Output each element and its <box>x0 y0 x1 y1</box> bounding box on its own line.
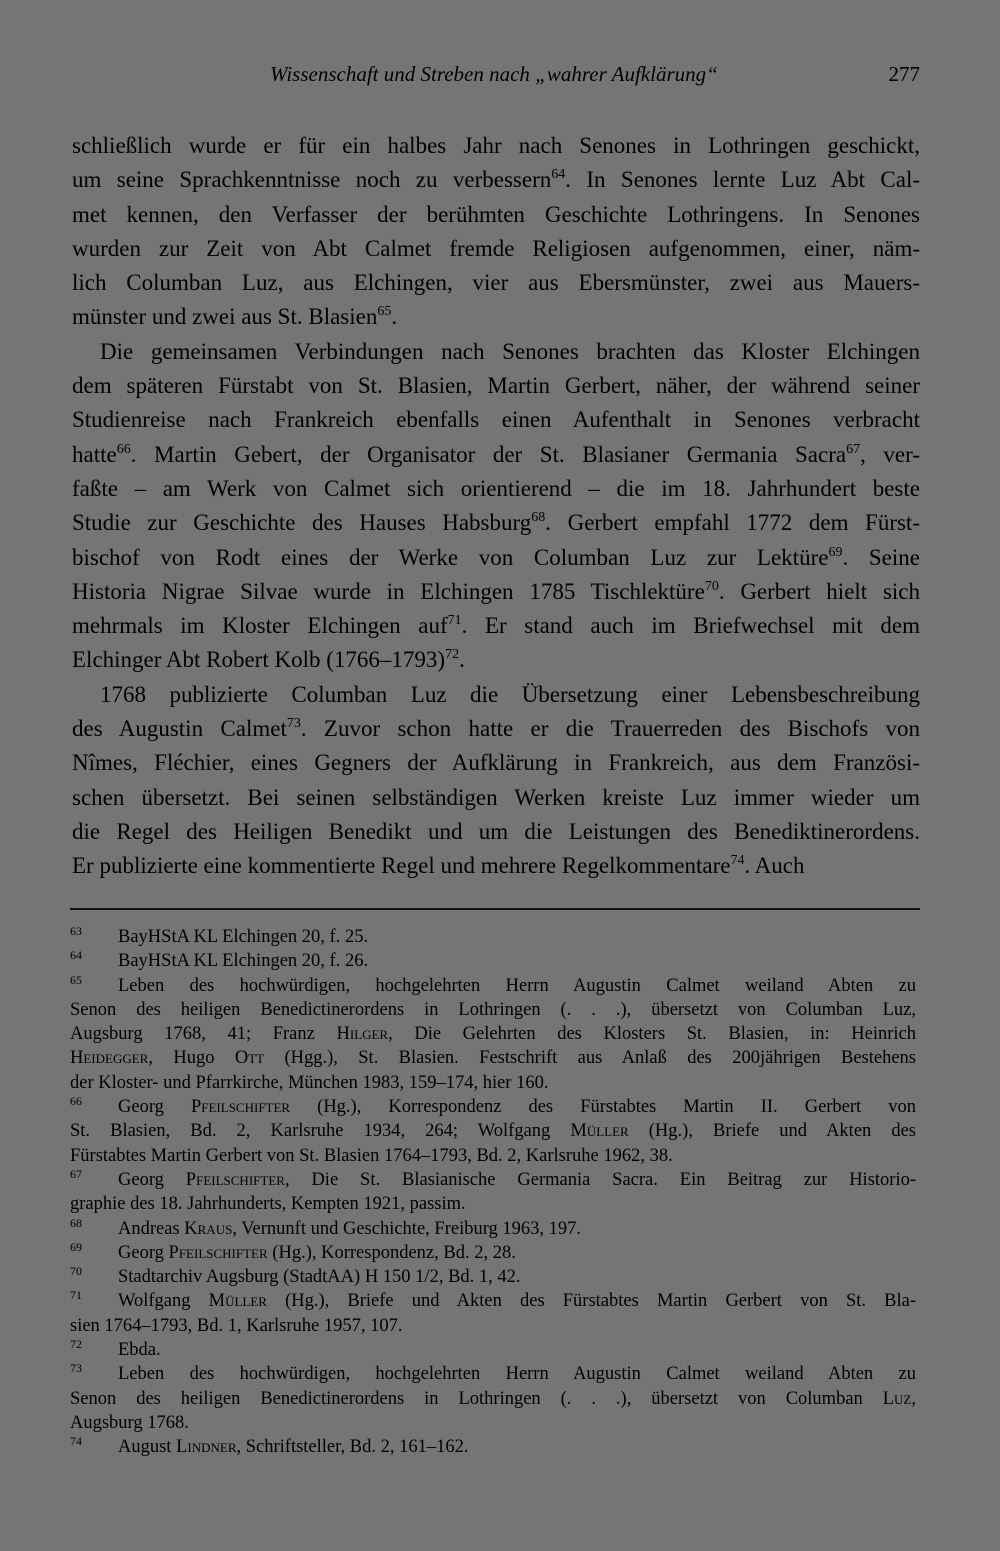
text-run: wurden zur Zeit von Abt Calmet fremde Religiosen aufgenommen, einer, näm- <box>72 235 920 261</box>
footnote-ref: 73 <box>286 716 301 732</box>
footnote-text: Heidegger, Hugo Ott (Hgg.), St. Blasien. Festschrift aus Anlaß des 200jährigen Bestehens <box>70 1048 916 1069</box>
footnote-text: Wolfgang Müller (Hg.), Briefe und Akten des Fürstabtes Martin Gerbert von St. Bla- <box>118 1291 916 1312</box>
text-line <box>72 129 920 163</box>
footnote-text: Stadtarchiv Augsburg (StadtAA) H 150 1/2, Bd. 1, 42. <box>118 1267 521 1288</box>
text-run: dem späteren Fürstabt von St. Blasien, Martin Gerbert, näher, der während seiner <box>72 373 920 399</box>
footnote-line: 70 Stadtarchiv Augsburg (StadtAA) H 150 1/2, Bd. 1, 42. <box>70 1264 521 1288</box>
footnote-line: 69 Georg Pfeilschifter (Hg.), Korrespondenz, Bd. 2, 28. <box>70 1239 516 1263</box>
footnote <box>70 925 916 949</box>
text-run: . <box>391 304 398 330</box>
text-line <box>72 198 920 232</box>
text-run: . Gerbert empfahl 1772 dem Fürst- <box>545 510 920 536</box>
text-run: Studienreise nach Frankreich ebenfalls einen Aufenthalt in Senones verbracht <box>72 407 920 433</box>
footnote-line: 72 Ebda. <box>70 1337 161 1361</box>
footnote-text: Leben des hochwürdigen, hochgelehrten Herrn Augustin Calmet weiland Abten zu <box>118 1364 916 1385</box>
footnote-text: Ebda. <box>118 1340 161 1361</box>
text-run: Nîmes, Fléchier, eines Gegners der Aufklärung in Frankreich, aus dem Französi- <box>72 750 920 776</box>
text-line <box>72 506 920 540</box>
footnote-text: August Lindner, Schriftsteller, Bd. 2, 161–162. <box>118 1437 469 1458</box>
text-run: mehrmals im Kloster Elchingen auf <box>72 613 448 639</box>
footnotes <box>70 925 916 1460</box>
footnote-line: 73 Leben des hochwürdigen, hochgelehrten Herrn Augustin Calmet weiland Abten zu <box>70 1361 916 1385</box>
text-run: faßte – am Werk von Calmet sich orientierend – die im 18. Jahrhundert beste <box>72 475 920 501</box>
text-line <box>72 472 920 506</box>
footnote-line <box>70 1192 916 1216</box>
text-line <box>72 232 920 266</box>
text-line <box>72 815 920 849</box>
footnote-text: Senon des heiligen Benedictinerordens in Lothringen (. . .), übersetzt von Columban Luz, <box>70 999 916 1020</box>
text-run: . Zuvor schon hatte er die Trauerreden des Bischofs von <box>300 716 920 742</box>
footnote-ref: 65 <box>377 304 392 320</box>
footnote-text: Georg Pfeilschifter (Hg.), Korrespondenz des Fürstabtes Martin II. Gerbert von <box>118 1097 917 1118</box>
text-run: 1768 publizierte Columban Luz die Übersetzung einer Lebensbeschreibung <box>100 681 920 707</box>
footnote-text: St. Blasien, Bd. 2, Karlsruhe 1934, 264; Wolfgang Müller (Hg.), Briefe und Akten des <box>70 1121 917 1142</box>
footnote-text: Augsburg 1768. <box>70 1412 189 1433</box>
footnote-text: Augsburg 1768, 41; Franz Hilger, Die Gelehrten des Klosters St. Blasien, in: Heinrich <box>70 1024 916 1045</box>
text-run: die Regel des Heiligen Benedikt und um die Leistungen des Benediktinerordens. <box>72 818 920 844</box>
footnote-text: Georg Pfeilschifter, Die St. Blasianische Germania Sacra. Ein Beitrag zur Historio- <box>118 1169 916 1190</box>
footnote-line: 66 Georg Pfeilschifter (Hg.), Korrespondenz des Fürstabtes Martin II. Gerbert von <box>70 1094 917 1118</box>
footnote <box>70 1435 916 1459</box>
footnote-text: BayHStA KL Elchingen 20, f. 26. <box>118 951 369 972</box>
text-run: hatte <box>72 441 117 467</box>
footnote-text: Senon des heiligen Benedictinerordens in Lothringen (. . .), übersetzt von Columban Luz, <box>70 1388 916 1409</box>
footnote <box>70 1362 916 1435</box>
text-line <box>72 541 920 575</box>
footnote <box>70 1241 916 1265</box>
footnote-line <box>70 1022 916 1046</box>
footnote-ref: 69 <box>828 544 843 560</box>
text-run: um seine Sprachkenntnisse noch zu verbessern <box>72 167 552 193</box>
page-number: 277 <box>888 62 920 86</box>
text-line <box>72 781 920 815</box>
text-run: . In Senones lernte Luz Abt Cal- <box>565 167 920 193</box>
text-run: . Martin Gebert, der Organisator der St. Blasianer Germania Sacra <box>130 441 847 467</box>
footnote-line: 74 August Lindner, Schriftsteller, Bd. 2, 161–162. <box>70 1434 469 1458</box>
footnote <box>70 1338 916 1362</box>
text-run: . <box>459 647 465 673</box>
footnote-line: 68 Andreas Kraus, Vernunft und Geschichte, Freiburg 1963, 197. <box>70 1215 582 1239</box>
text-line <box>72 369 920 403</box>
text-run: schließlich wurde er für ein halbes Jahr nach Senones in Lothringen geschickt, <box>72 133 920 158</box>
footnote <box>70 1217 916 1241</box>
footnote-text: Georg Pfeilschifter (Hg.), Korrespondenz, Bd. 2, 28. <box>118 1242 516 1263</box>
page-header <box>70 62 920 94</box>
text-line <box>72 266 920 300</box>
footnote-text: sien 1764–1793, Bd. 1, Karlsruhe 1957, 107. <box>70 1315 403 1336</box>
footnote-ref: 66 <box>116 441 131 457</box>
footnote-line: 63 BayHStA KL Elchingen 20, f. 25. <box>70 924 369 947</box>
text-line <box>72 678 920 712</box>
footnote <box>70 1265 916 1289</box>
text-line <box>72 335 920 369</box>
footnote-text: graphie des 18. Jahrhunderts, Kempten 1921, passim. <box>70 1194 466 1215</box>
text-line <box>72 712 920 746</box>
footnote-ref: 68 <box>531 510 546 526</box>
footnote-line <box>70 1387 916 1411</box>
footnote-ref: 64 <box>551 167 566 183</box>
footnote-separator <box>70 908 920 910</box>
text-run: bischof von Rodt eines der Werke von Columban Luz zur Lektüre <box>72 544 829 570</box>
footnote-line <box>70 1119 916 1143</box>
text-line <box>72 438 920 472</box>
footnote-line <box>70 1071 916 1095</box>
footnote-ref: 71 <box>447 613 462 629</box>
text-run: Elchinger Abt Robert Kolb (1766–1793) <box>72 647 446 673</box>
text-line <box>72 403 920 437</box>
text-run: . Er stand auch im Briefwechsel mit dem <box>461 613 920 639</box>
text-line <box>72 300 920 334</box>
footnote-line <box>70 1314 916 1338</box>
footnote <box>70 1095 916 1168</box>
main-text <box>72 129 920 884</box>
footnote-line: 64 BayHStA KL Elchingen 20, f. 26. <box>70 948 369 972</box>
text-run: . Auch <box>744 853 805 879</box>
text-run: münster und zwei aus St. Blasien <box>72 304 378 330</box>
footnote-ref: 74 <box>730 853 745 869</box>
footnote-text: Fürstabtes Martin Gerbert von St. Blasien 1764–1793, Bd. 2, Karlsruhe 1962, 38. <box>70 1145 673 1166</box>
footnote-ref: 70 <box>704 578 719 594</box>
text-run: schen übersetzt. Bei seinen selbständigen Werken kreiste Luz immer wieder um <box>72 784 920 810</box>
footnote <box>70 949 916 973</box>
text-run: Studie zur Geschichte des Hauses Habsburg <box>72 510 532 536</box>
text-run: Die gemeinsamen Verbindungen nach Senones brachten das Kloster Elchingen <box>100 338 920 364</box>
running-title: Wissenschaft und Streben nach „wahrer Aufklärung“ <box>270 62 718 86</box>
text-line <box>72 163 920 197</box>
footnote-ref: 67 <box>846 441 861 457</box>
text-run: lich Columban Luz, aus Elchingen, vier aus Ebersmünster, zwei aus Mauers- <box>72 270 920 296</box>
footnote-line <box>70 1144 916 1168</box>
text-line <box>72 643 920 677</box>
footnote-text: BayHStA KL Elchingen 20, f. 25. <box>118 927 369 947</box>
footnote-ref: 72 <box>445 647 460 663</box>
text-run: , ver- <box>860 441 920 467</box>
text-line <box>72 849 920 883</box>
footnote-line <box>70 1046 916 1070</box>
text-run: Historia Nigrae Silvae wurde in Elchingen 1785 Tischlektüre <box>72 578 705 604</box>
text-line <box>72 746 920 780</box>
text-run: des Augustin Calmet <box>72 716 287 742</box>
text-run: Er publizierte eine kommentierte Regel und mehrere Regelkommentare <box>72 853 731 879</box>
footnote <box>70 1289 916 1338</box>
text-run: met kennen, den Verfasser der berühmten Geschichte Lothringens. In Senones <box>72 201 920 227</box>
footnote <box>70 974 916 1095</box>
footnote-text: der Kloster- und Pfarrkirche, München 1983, 159–174, hier 160. <box>70 1072 549 1093</box>
text-run: . Gerbert hielt sich <box>718 578 920 604</box>
footnote-text: Leben des hochwürdigen, hochgelehrten Herrn Augustin Calmet weiland Abten zu <box>118 975 916 996</box>
footnote-line: 67 Georg Pfeilschifter, Die St. Blasianische Germania Sacra. Ein Beitrag zur Historio- <box>70 1166 916 1190</box>
text-line <box>72 575 920 609</box>
footnote-line <box>70 998 916 1022</box>
footnote-text: Andreas Kraus, Vernunft und Geschichte, Freiburg 1963, 197. <box>118 1218 582 1239</box>
text-run: . Seine <box>842 544 920 570</box>
footnote-line: 65 Leben des hochwürdigen, hochgelehrten Herrn Augustin Calmet weiland Abten zu <box>70 972 916 996</box>
footnote-line <box>70 1411 916 1435</box>
footnote-line: 71 Wolfgang Müller (Hg.), Briefe und Akten des Fürstabtes Martin Gerbert von St. Bla- <box>70 1288 916 1312</box>
footnote <box>70 1168 916 1217</box>
text-line <box>72 609 920 643</box>
